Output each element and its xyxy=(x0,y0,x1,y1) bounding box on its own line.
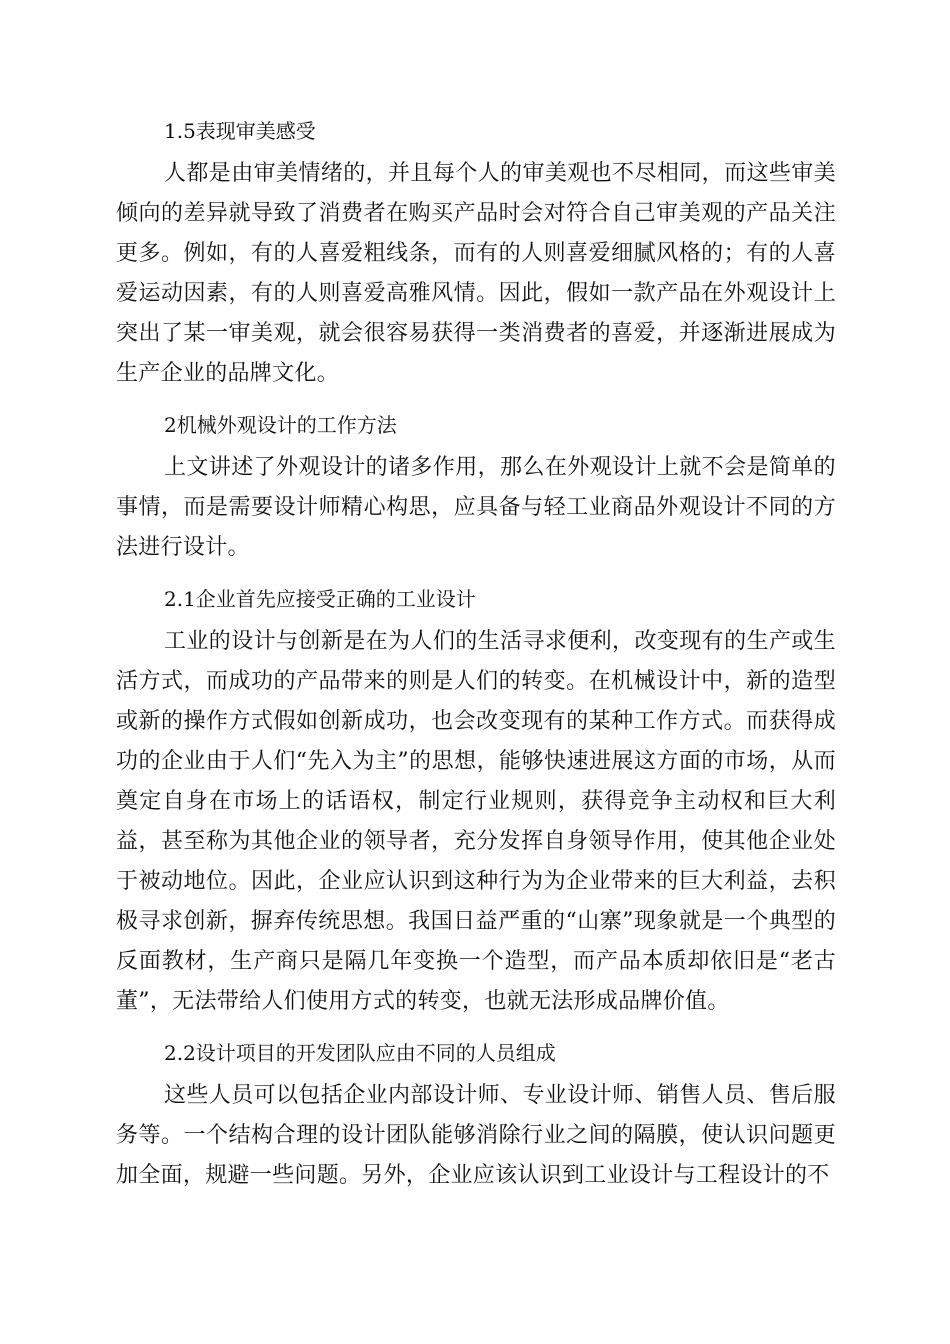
section-heading-1-5: 1.5表现审美感受 xyxy=(164,119,316,143)
section-heading-2-1: 2.1企业首先应接受正确的工业设计 xyxy=(164,587,476,611)
document-page xyxy=(116,108,836,1204)
section-heading-2: 2机械外观设计的工作方法 xyxy=(164,413,397,437)
section-paragraph-2: 上文讲述了外观设计的诸多作用，那么在外观设计上就不会是简单的事情，而是需要设计师精心构思，应具备与轻工业商品外观设计不同的方法进行设计。 xyxy=(116,455,836,560)
section-paragraph-1-5: 人都是由审美情绪的，并且每个人的审美观也不尽相同，而这些审美倾向的差异就导致了消费者在购买产品时会对符合自己审美观的产品关注更多。例如，有的人喜爱粗线条，而有的人则喜爱细腻风格的；有的人喜爱运动因素，有的人则喜爱高雅风情。因此，假如一款产品在外观设计上突出了某一审美观，就会很容易获得一类消费者的喜爱，并逐渐进展成为生产企业的品牌文化。 xyxy=(116,161,836,386)
section-paragraph-2-2: 这些人员可以包括企业内部设计师、专业设计师、销售人员、售后服务等。一个结构合理的设计团队能够消除行业之间的隔膜，使认识问题更加全面，规避一些问题。另外，企业应该认识到工业设计与工程设计的不 xyxy=(116,1083,836,1188)
section-heading-2-2: 2.2设计项目的开发团队应由不同的人员组成 xyxy=(164,1041,556,1065)
section-paragraph-2-1: 工业的设计与创新是在为人们的生活寻求便利，改变现有的生产或生活方式，而成功的产品带来的则是人们的转变。在机械设计中，新的造型或新的操作方式假如创新成功，也会改变现有的某种工作方式。而获得成功的企业由于人们“先入为主”的思想，能够快速进展这方面的市场，从而奠定自身在市场上的话语权，制定行业规则，获得竞争主动权和巨大利益，甚至称为其他企业的领导者，充分发挥自身领导作用，使其他企业处于被动地位。因此，企业应认识到这种行为为企业带来的巨大利益，去积极寻求创新，摒弃传统思想。我国日益严重的“山寨”现象就是一个典型的反面教材，生产商只是隔几年变换一个造型，而产品本质却依旧是“老古董”，无法带给人们使用方式的转变，也就无法形成品牌价值。 xyxy=(116,629,836,1014)
